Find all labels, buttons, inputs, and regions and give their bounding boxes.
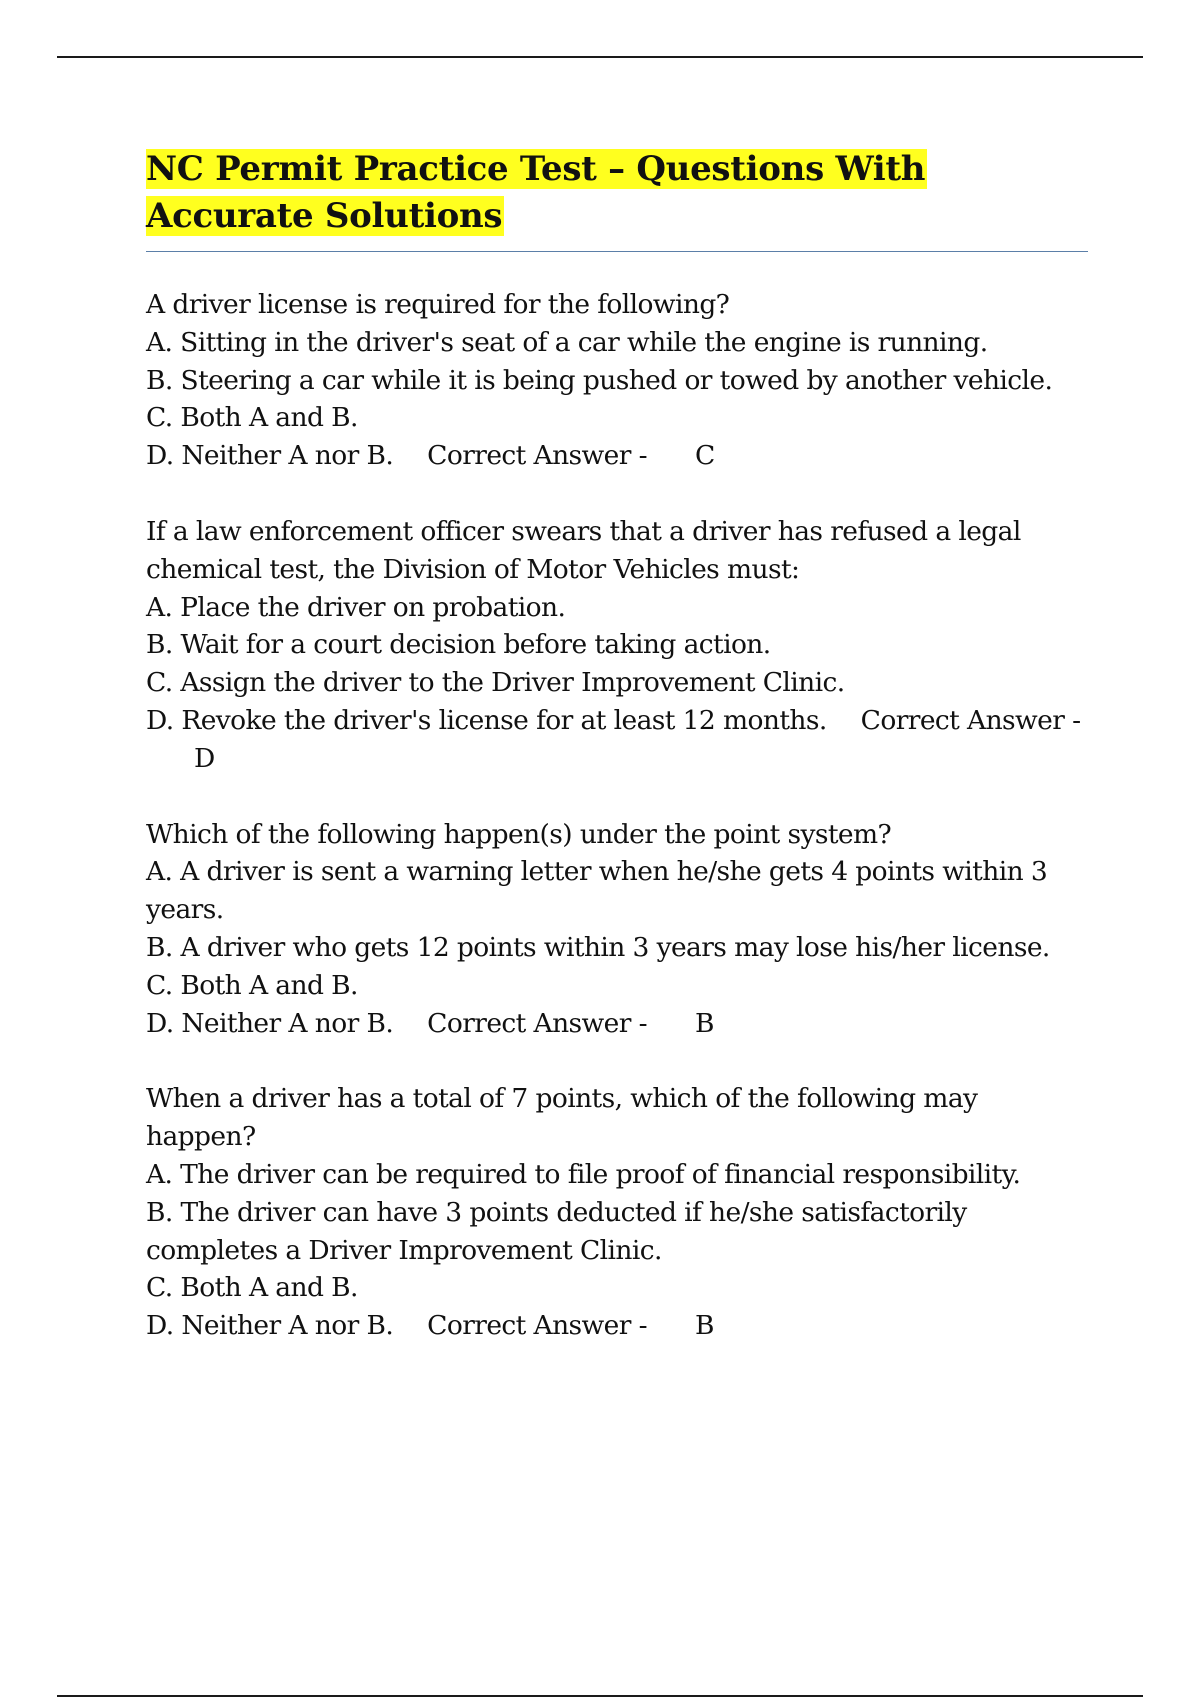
option-d: D. Neither A nor B. [146, 1007, 394, 1039]
question-prompt: A driver license is required for the following? [146, 289, 730, 320]
question-prompt: When a driver has a total of 7 points, which of the following may happen? [146, 1083, 978, 1153]
option-c: C. Both A and B. [146, 402, 358, 434]
option-a: A. The driver can be required to file proof of financial responsibility. [146, 1158, 1021, 1190]
page-content [146, 146, 1088, 1383]
correct-answer-label: Correct Answer - [427, 440, 647, 472]
option-d: D. Revoke the driver's license for at least 12 months. [146, 704, 827, 736]
correct-answer-label: Correct Answer - [860, 704, 1081, 736]
option-b: B. A driver who gets 12 points within 3 years may lose his/her license. [146, 931, 1050, 963]
title-divider [146, 251, 1088, 252]
option-d-with-answer [146, 1005, 1088, 1043]
question-block [146, 513, 1088, 778]
title-line-1: NC Permit Practice Test – Questions With [146, 149, 926, 189]
footer-rule [57, 1695, 1143, 1697]
correct-answer-label: Correct Answer - [427, 1007, 647, 1039]
option-a: A. Sitting in the driver's seat of a car while the engine is running. [146, 326, 988, 358]
option-d: D. Neither A nor B. [146, 1310, 394, 1342]
question-list [146, 286, 1088, 1345]
option-a: A. A driver is sent a warning letter when he/she gets 4 points within 3 years. [146, 856, 1048, 926]
option-a: A. Place the driver on probation. [146, 591, 566, 623]
option-b: B. Wait for a court decision before taking action. [146, 629, 771, 661]
option-b: B. The driver can have 3 points deducted if he/she satisfactorily completes a Driver Improvement Clinic. [146, 1196, 967, 1266]
correct-answer-letter: C [694, 440, 715, 472]
correct-answer-letter: D [194, 742, 215, 774]
correct-answer-label: Correct Answer - [427, 1310, 647, 1342]
option-d-with-answer [146, 702, 1088, 778]
option-d-with-answer [146, 437, 1088, 475]
header-rule [57, 56, 1143, 58]
correct-answer-letter: B [694, 1007, 714, 1039]
question-prompt: If a law enforcement officer swears that a driver has refused a legal chemical test, the Division of Motor Vehicles must: [146, 515, 1021, 585]
option-c: C. Both A and B. [146, 1272, 358, 1304]
question-block [146, 1080, 1088, 1345]
question-prompt: Which of the following happen(s) under the point system? [146, 818, 892, 850]
question-block [146, 816, 1088, 1043]
option-d: D. Neither A nor B. [146, 440, 394, 472]
question-block [146, 286, 1088, 475]
correct-answer-letter: B [694, 1310, 714, 1342]
page-title [146, 146, 1088, 240]
option-b: B. Steering a car while it is being pushed or towed by another vehicle. [146, 364, 1053, 396]
option-c: C. Both A and B. [146, 969, 358, 1001]
option-d-with-answer [146, 1307, 1088, 1345]
title-line-2: Accurate Solutions [146, 196, 503, 236]
option-c: C. Assign the driver to the Driver Improvement Clinic. [146, 667, 845, 699]
